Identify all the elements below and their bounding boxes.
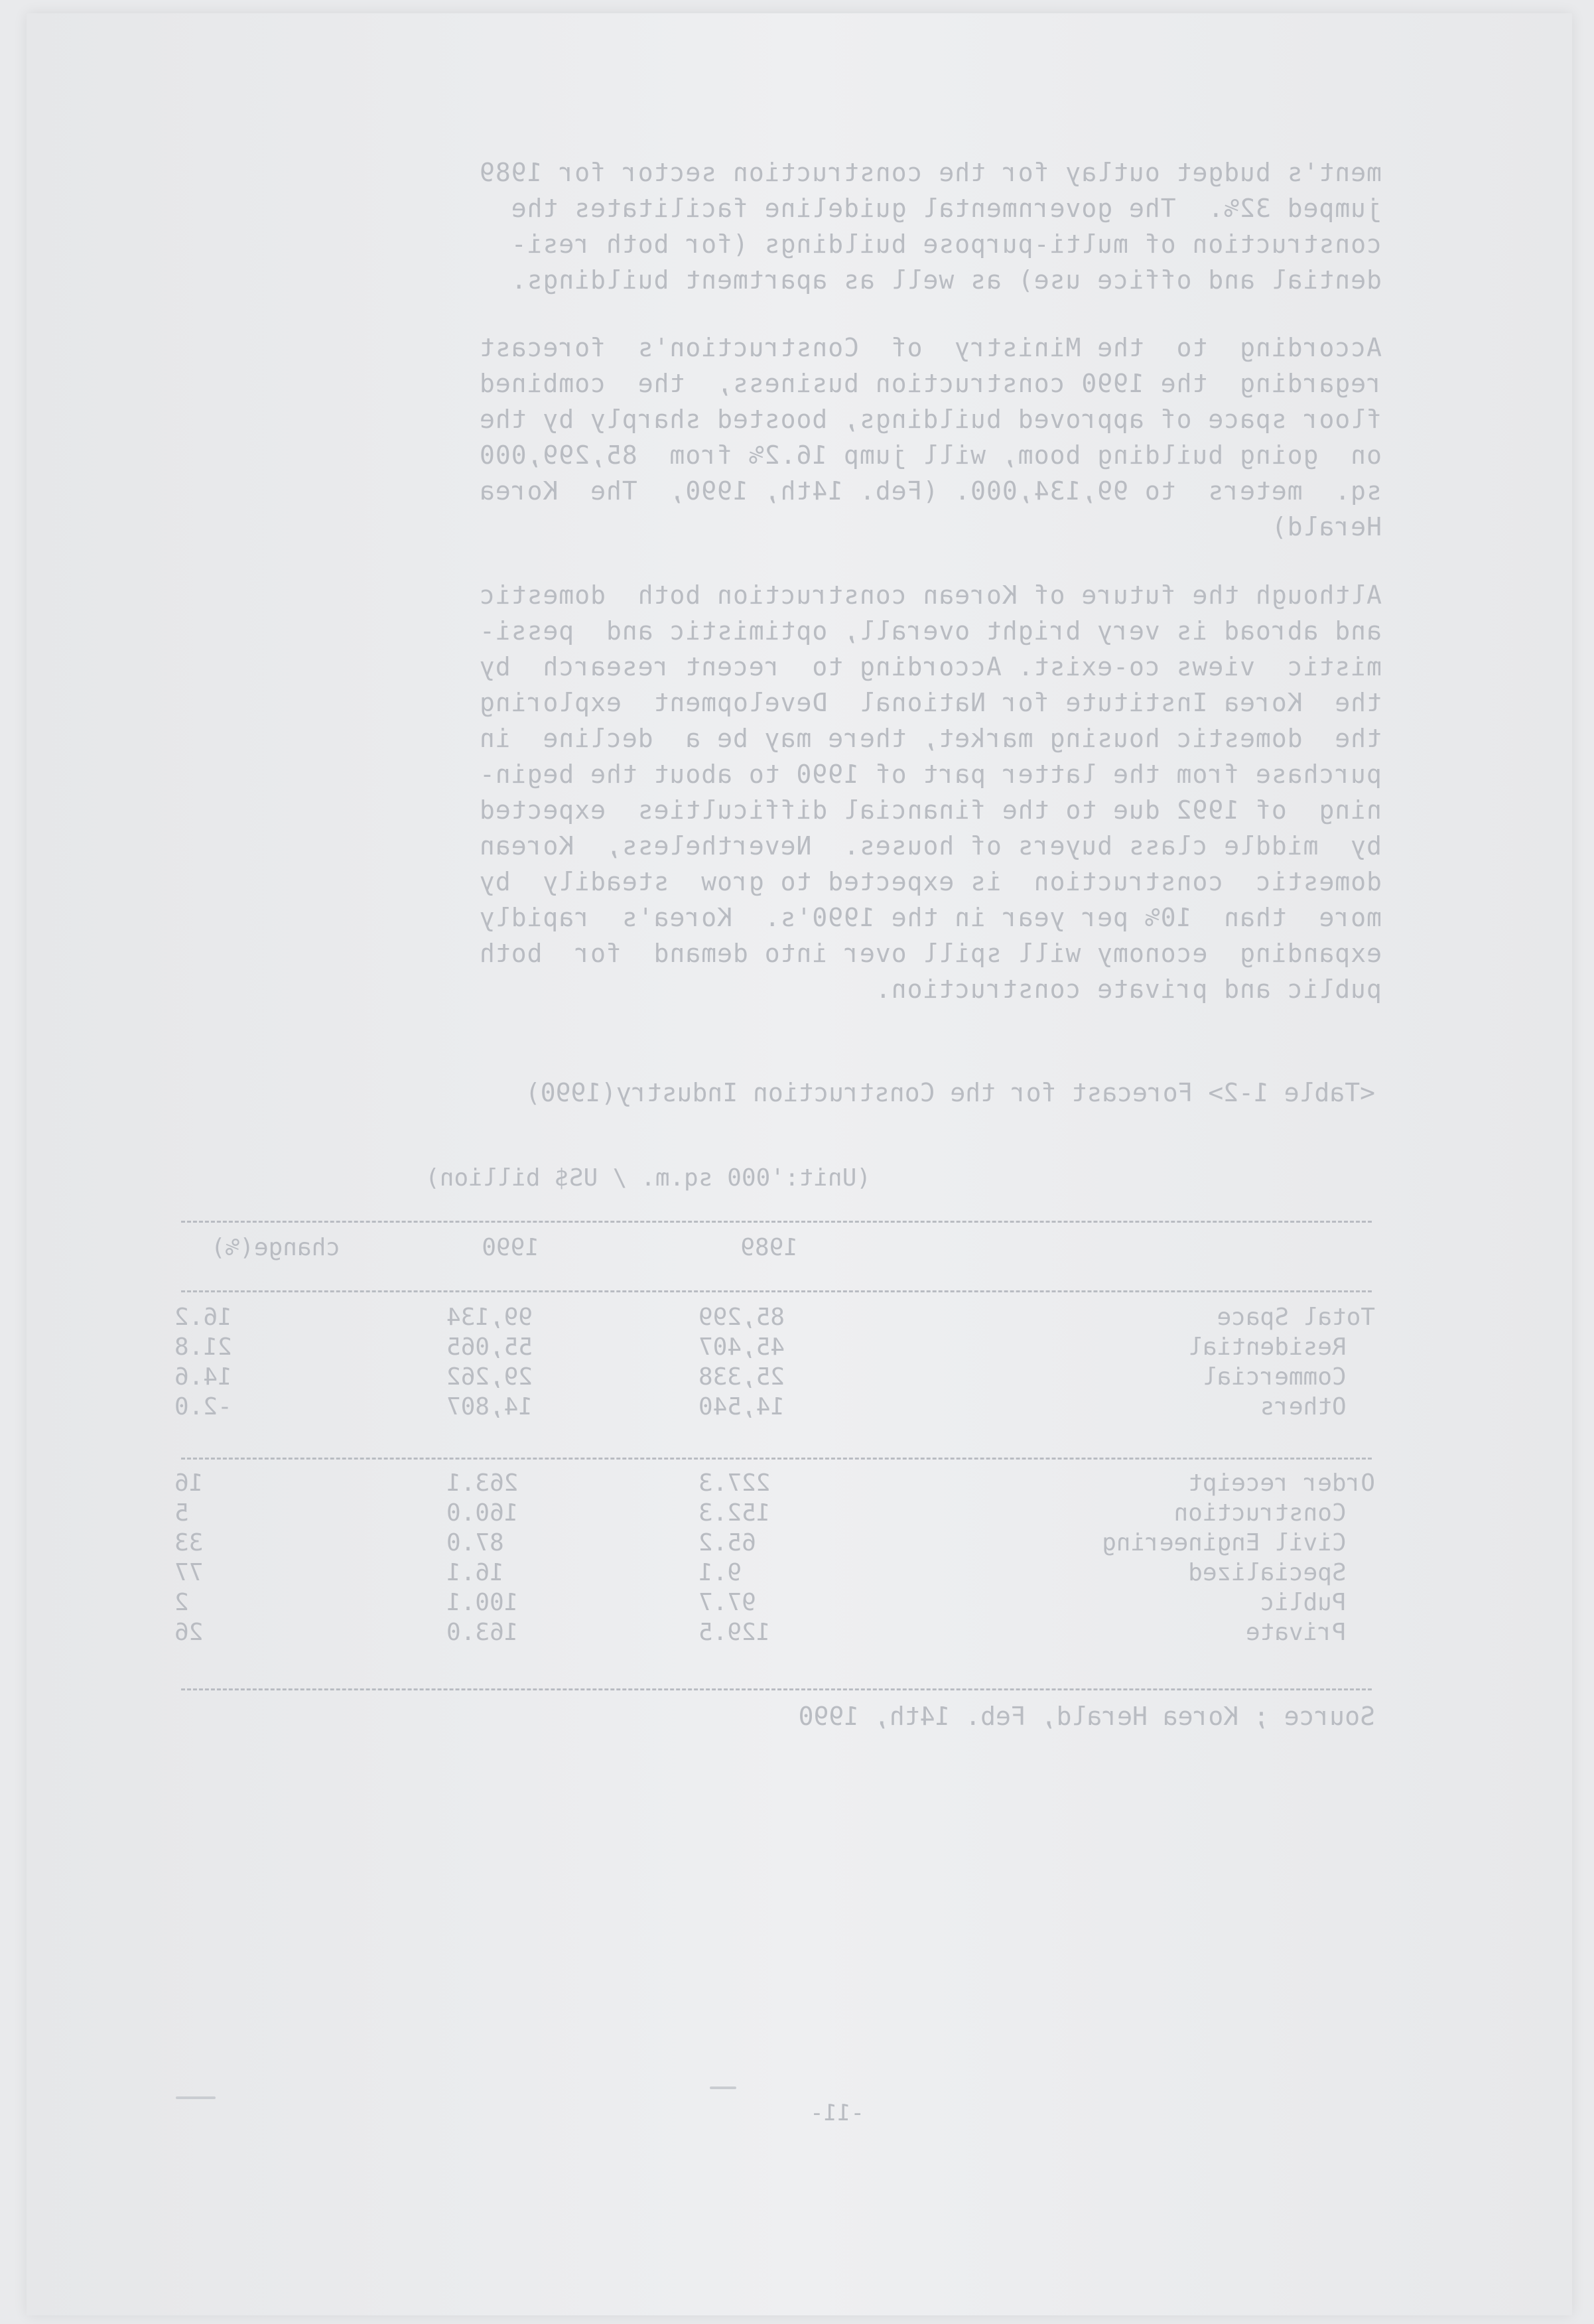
cell-1989: 129.5 [698,1619,771,1646]
cell-1990: 14,807 [446,1393,533,1420]
text-line: public and private construction. [874,975,1382,1004]
cell-change: 16.2 [174,1304,232,1331]
cell-change: 16 [174,1470,204,1497]
text-line: dential and office use) as well as apartment buildings. [510,265,1382,295]
text-line: Although the future of Korean construction both domestic [478,581,1382,610]
row-label: Public [1260,1589,1375,1616]
scan-smudge [176,2096,216,2099]
table-row [168,1529,1375,1557]
cell-change: 2 [174,1589,189,1616]
table-row [168,1619,1375,1647]
row-label: Residential [1188,1333,1375,1361]
cell-1989: 85,299 [698,1304,785,1331]
text-line: Herald) [1270,512,1382,541]
table-row [168,1333,1375,1361]
table-row [168,1499,1375,1527]
text-line: ning of 1992 due to the financial difficulties expected [478,795,1382,825]
row-label: Others [1260,1393,1375,1420]
cell-change: 33 [174,1529,204,1556]
cell-1990: 16.1 [446,1559,504,1586]
cell-1990: 160.0 [446,1499,519,1527]
text-line: ment's budget outlay for the construction sector for 1989 [478,158,1382,187]
cell-change: 5 [174,1499,189,1527]
table-row [168,1304,1375,1332]
cell-1990: 163.0 [446,1619,519,1646]
cell-change: 26 [174,1619,204,1646]
cell-1990: 100.1 [446,1589,519,1616]
text-line: According to the Ministry of Construction's forecast [478,333,1382,362]
table-row [168,1589,1375,1617]
text-line: floor space of approved buildings, boosted sharply by the [478,405,1382,434]
row-label: Civil Engineering [1102,1529,1375,1556]
cell-1989: 9.1 [698,1559,742,1586]
column-header-change: change(%) [210,1234,340,1261]
text-line: sq. meters to 99,134,000. (Feb. 14th, 1990, The Korea [478,476,1382,506]
text-line: more than 10% per year in the 1990's. Korea's rapidly [478,903,1382,932]
row-label: Total Space [1217,1304,1375,1331]
text-line: the domestic housing market, there may be a decline in [478,724,1382,753]
cell-1990: 87.0 [446,1529,504,1556]
paragraph-ministry-forecast [188,330,1382,545]
table-source: Source ; Korea Herald, Feb. 14th, 1990 [798,1702,1375,1731]
text-line: the Korea Institute for National Development exploring [478,688,1382,717]
text-line: purchase from the latter part of 1990 to about the begin- [478,760,1382,789]
cell-1989: 227.3 [698,1470,771,1497]
cell-1989: 152.3 [698,1499,771,1527]
text-line: domestic construction is expected to grow steadily by [478,867,1382,896]
table-rule-middle [181,1458,1372,1460]
text-line: construction of multi-purpose buildings (for both resi- [510,230,1382,259]
cell-1989: 14,540 [698,1393,785,1420]
text-line: and abroad is very bright overall, optimistic and pessi- [478,616,1382,646]
table-row [168,1363,1375,1391]
cell-change: 14.6 [174,1363,232,1391]
row-label: Private [1245,1619,1375,1646]
cell-1990: 29,262 [446,1363,533,1391]
column-header-1989: 1989 [740,1234,798,1261]
cell-1989: 45,407 [698,1333,785,1361]
text-line: on going building boom, will jump 16.2% from 85,299,000 [478,441,1382,470]
paragraph-budget [188,155,1382,298]
cell-1989: 25,338 [698,1363,785,1391]
text-line: jumped 32%. The governmental guideline facilitates the [510,194,1382,223]
table-row [168,1559,1375,1587]
cell-change: 21.8 [174,1333,232,1361]
paragraph-outlook [188,577,1382,1007]
table-rule-top [181,1221,1372,1223]
text-line: mistic views co-exist. According to recent research by [478,652,1382,681]
row-label: Order receipt [1188,1470,1375,1497]
row-label: Commercial [1202,1363,1375,1391]
cell-1989: 97.7 [698,1589,756,1616]
text-line: expanding economy will spill over into demand for both [478,939,1382,968]
table-rule-header [181,1290,1372,1292]
column-header-1990: 1990 [482,1234,539,1261]
cell-1990: 263.1 [446,1470,519,1497]
cell-1989: 65.2 [698,1529,756,1556]
row-label: Construction [1173,1499,1375,1527]
table-title: <Table 1-2> Forecast for the Construction Industry(1990) [525,1078,1375,1107]
text-line: by middle class buyers of houses. Nevertheless, Korean [478,831,1382,860]
table-row [168,1470,1375,1497]
cell-1990: 55,065 [446,1333,533,1361]
scan-smudge [710,2086,736,2089]
cell-change: -2.0 [174,1393,232,1420]
page-number: -11- [810,2100,864,2126]
cell-change: 77 [174,1559,204,1586]
table-unit-note: (Unit:'000 sq.m. / US$ billion) [425,1164,871,1192]
cell-1990: 99,134 [446,1304,533,1331]
text-line: regarding the 1990 construction business, the combined [478,369,1382,398]
table-row [168,1393,1375,1421]
row-label: Specialized [1188,1559,1375,1586]
table-rule-bottom [181,1688,1372,1690]
